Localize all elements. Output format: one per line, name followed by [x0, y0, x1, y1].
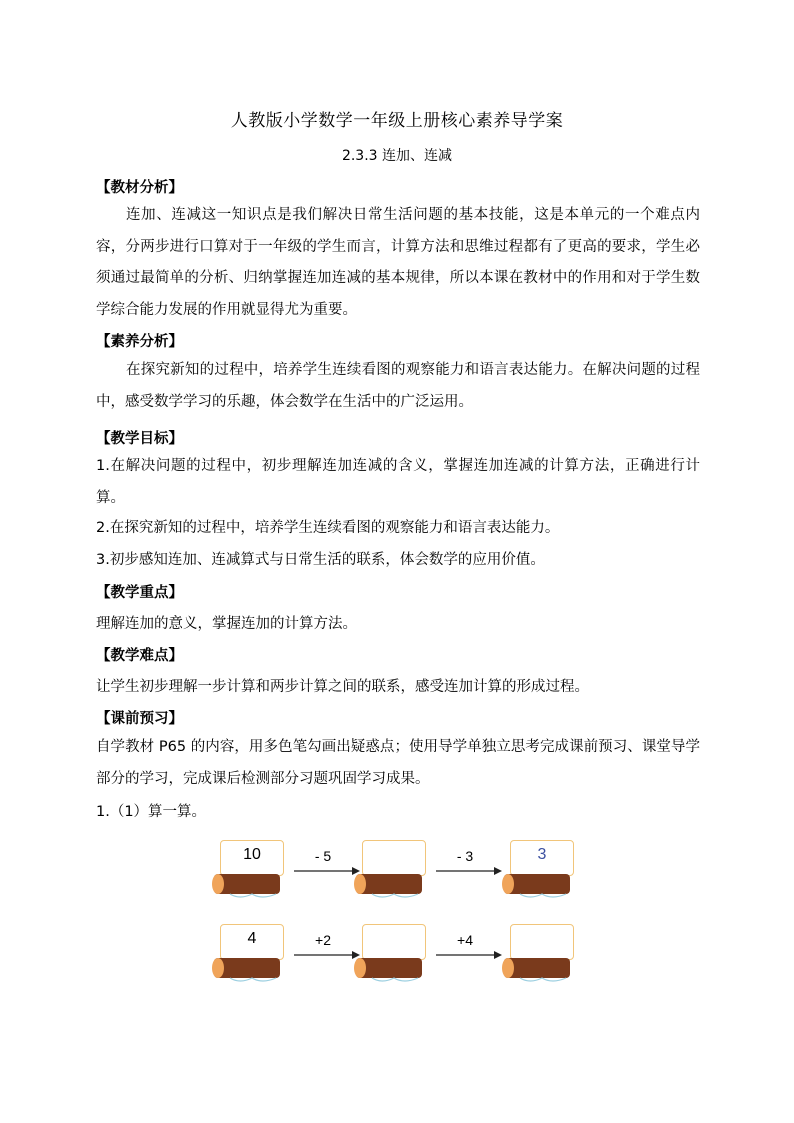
heading-teaching-goals: 【教学目标】 [96, 431, 183, 447]
material-analysis-text: 连加、连减这一知识点是我们解决日常生活问题的基本技能，这是本单元的一个难点内容，分两步进行口算对于一年级的学生而言，计算方法和思维过程都有了更高的要求，学生必须通过最简单的分析、归纳掌握连加连减的基本规律，所以本课在教材中的作用和对于学生数学综合能力发展的作用就显得尤为重要。 [96, 207, 700, 318]
heading-material-analysis: 【教材分析】 [96, 180, 183, 196]
log-icon [210, 870, 288, 904]
operation-arrow-2 [436, 932, 502, 966]
operation-arrow-1 [294, 932, 360, 966]
number-value: 3 [537, 846, 547, 863]
log-stump-middle [352, 840, 430, 904]
preview-text: 自学教材 P65 的内容，用多色笔勾画出疑惑点；使用导学单独立思考完成课前预习、课堂导学部分的学习，完成课后检测部分习题巩固学习成果。 [96, 739, 700, 787]
exercise-row-2 [200, 924, 600, 994]
number-value: 4 [247, 930, 257, 947]
log-icon [352, 870, 430, 904]
lesson-subtitle: 2.3.3 连加、连减 [341, 148, 453, 164]
operation-arrow-2 [436, 848, 502, 882]
operation-label: - 3 [456, 848, 474, 864]
key-points-text: 理解连加的意义，掌握连加的计算方法。 [96, 616, 357, 632]
goal-item-2: 2.在探究新知的过程中，培养学生连续看图的观察能力和语言表达能力。 [96, 520, 560, 536]
arrow-icon [294, 866, 360, 876]
exercise-label: 1.（1）算一算。 [96, 804, 207, 820]
exercise-row-1 [200, 840, 600, 910]
log-stump-end [500, 840, 578, 904]
log-stump-start [210, 924, 288, 988]
number-value: 10 [243, 846, 261, 863]
operation-label: +4 [457, 932, 473, 948]
heading-literacy-analysis: 【素养分析】 [96, 334, 183, 350]
heading-difficulties: 【教学难点】 [96, 648, 183, 664]
goal-item-3: 3.初步感知连加、连减算式与日常生活的联系，体会数学的应用价值。 [96, 552, 545, 568]
difficulties-text: 让学生初步理解一步计算和两步计算之间的联系，感受连加计算的形成过程。 [96, 679, 589, 695]
operation-arrow-1 [294, 848, 360, 882]
heading-preview: 【课前预习】 [96, 711, 183, 727]
literacy-analysis-text: 在探究新知的过程中，培养学生连续看图的观察能力和语言表达能力。在解决问题的过程中，感受数学学习的乐趣，体会数学在生活中的广泛运用。 [96, 362, 700, 410]
log-stump-end [500, 924, 578, 988]
log-stump-middle [352, 924, 430, 988]
arrow-icon [294, 950, 360, 960]
log-icon [500, 954, 578, 988]
log-icon [210, 954, 288, 988]
log-icon [352, 954, 430, 988]
heading-key-points: 【教学重点】 [96, 585, 183, 601]
log-stump-start [210, 840, 288, 904]
document-title: 人教版小学数学一年级上册核心素养导学案 [230, 111, 564, 131]
operation-label: +2 [315, 932, 331, 948]
log-icon [500, 870, 578, 904]
operation-label: - 5 [314, 848, 332, 864]
goal-item-1: 1.在解决问题的过程中，初步理解连加连减的含义，掌握连加连减的计算方法，正确进行计算。 [96, 458, 700, 506]
arrow-icon [436, 866, 502, 876]
arrow-icon [436, 950, 502, 960]
